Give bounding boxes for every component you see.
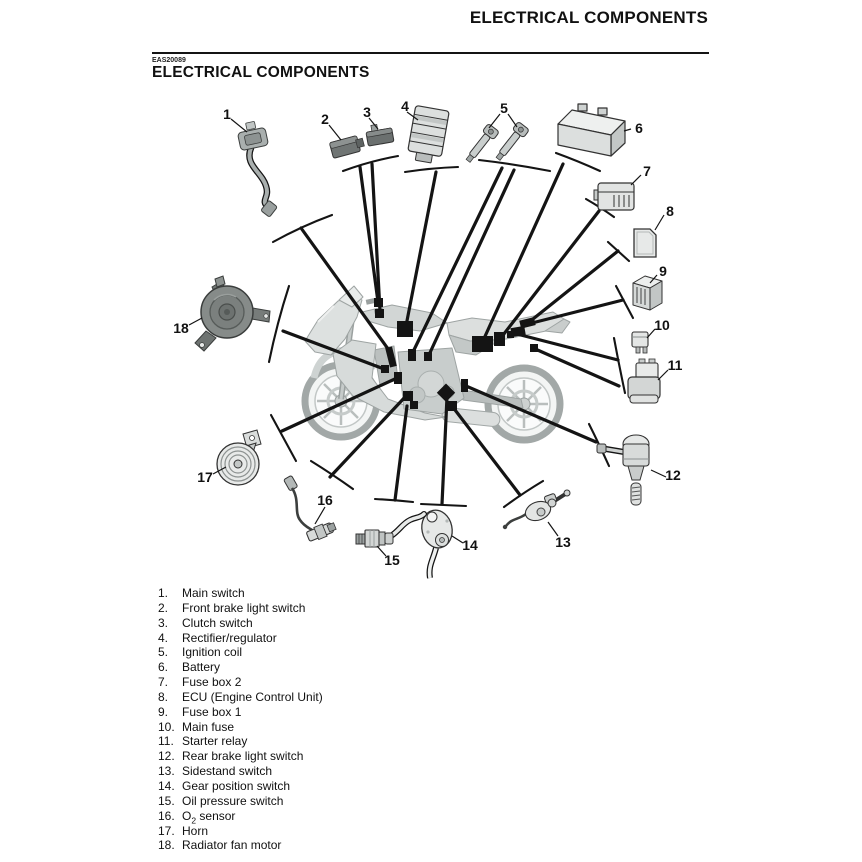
legend-item-number: 3. <box>158 615 169 630</box>
location-marker-5b <box>424 352 432 361</box>
legend-item-15 <box>158 794 578 809</box>
o2-sensor-icon <box>284 475 338 543</box>
callout-3: 3 <box>363 104 371 120</box>
legend-item-13 <box>158 764 578 779</box>
legend-item-12 <box>158 749 578 764</box>
callout-connector-8 <box>655 215 664 230</box>
legend-item-label: Ignition coil <box>182 645 243 660</box>
o2-sub: 2 <box>191 815 197 826</box>
location-marker-2 <box>374 298 383 307</box>
callout-14: 14 <box>462 537 478 553</box>
legend-item-number: 6. <box>158 660 169 675</box>
callout-connector-2 <box>329 125 341 140</box>
oil-pressure-switch-icon <box>356 514 424 547</box>
legend-item-4 <box>158 631 578 646</box>
callout-17: 17 <box>197 469 213 485</box>
legend-item-label: Oil pressure switch <box>182 793 284 808</box>
legend-item-16 <box>158 809 578 824</box>
callout-6: 6 <box>635 120 643 136</box>
ecu-icon <box>634 229 656 257</box>
location-marker-4 <box>397 321 413 337</box>
location-marker-12 <box>461 379 468 392</box>
legend-item-label: Rear brake light switch <box>182 749 304 764</box>
legend-item-label: Radiator fan motor <box>182 838 282 853</box>
callout-13: 13 <box>555 534 571 550</box>
callout-connector-1 <box>231 119 247 132</box>
legend-item-number: 14. <box>158 778 175 793</box>
rear-brake-light-switch-icon <box>597 435 649 505</box>
callout-connector-5b <box>508 114 517 127</box>
legend-item-11 <box>158 734 578 749</box>
callout-11: 11 <box>667 357 683 373</box>
legend-item-1 <box>158 586 578 601</box>
legend-item-number: 11. <box>158 734 174 749</box>
legend-item-2 <box>158 601 578 616</box>
platform-4 <box>405 167 458 172</box>
section-code: EAS20089 <box>152 57 186 64</box>
location-marker-16 <box>403 391 413 401</box>
legend-item-18 <box>158 838 578 853</box>
callout-10: 10 <box>654 317 670 333</box>
fuse-box-2-icon <box>594 183 634 210</box>
location-marker-7 <box>494 332 505 346</box>
legend-item-label: Gear position switch <box>182 778 291 793</box>
callout-16: 16 <box>317 492 333 508</box>
callout-15: 15 <box>384 552 400 568</box>
legend-item-number: 12. <box>158 749 175 764</box>
legend-item-5 <box>158 645 578 660</box>
legend-item-9 <box>158 705 578 720</box>
callout-12: 12 <box>665 467 681 483</box>
callout-9: 9 <box>659 263 667 279</box>
callout-18: 18 <box>173 320 189 336</box>
platform-17 <box>271 415 296 461</box>
legend-item-number: 9. <box>158 704 169 719</box>
fuse-box-1-icon <box>633 276 662 310</box>
main-fuse-icon <box>632 332 648 353</box>
legend-item-number: 7. <box>158 675 169 690</box>
legend-item-14 <box>158 779 578 794</box>
sidestand-switch-icon <box>503 490 570 529</box>
starter-relay-icon <box>628 359 660 403</box>
legend-item-label <box>182 809 235 824</box>
legend-item-number: 4. <box>158 630 169 645</box>
callout-7: 7 <box>643 163 651 179</box>
o2-post: sensor <box>196 808 236 823</box>
horn-icon <box>217 430 261 485</box>
leader-line-10 <box>513 333 618 360</box>
location-marker-10 <box>507 331 514 338</box>
legend-item-label: Battery <box>182 660 221 675</box>
legend-item-3 <box>158 616 578 631</box>
legend-item-label: Starter relay <box>182 734 248 749</box>
location-marker-3 <box>375 309 384 318</box>
legend-item-label: ECU (Engine Control Unit) <box>182 689 323 704</box>
legend-item-number: 2. <box>158 600 169 615</box>
location-marker-5a <box>408 349 416 361</box>
callout-2: 2 <box>321 111 329 127</box>
callout-connector-5a <box>489 114 500 128</box>
location-marker-11 <box>530 344 538 352</box>
legend-item-label: Sidestand switch <box>182 764 273 779</box>
location-marker-6 <box>472 336 493 352</box>
legend-item-label: Horn <box>182 823 209 838</box>
legend-item-label: Main switch <box>182 586 245 600</box>
platform-14 <box>421 504 466 506</box>
callout-8: 8 <box>666 203 674 219</box>
legend-item-6 <box>158 660 578 675</box>
legend-list <box>158 586 578 853</box>
location-marker-17 <box>394 372 402 384</box>
main-switch-icon <box>236 119 278 217</box>
legend-item-7 <box>158 675 578 690</box>
leader-line-15 <box>395 406 407 500</box>
legend-item-number: 5. <box>158 645 169 660</box>
platform-16 <box>311 461 353 489</box>
legend-item-number: 8. <box>158 689 169 704</box>
platform-15 <box>375 499 413 502</box>
platform-18 <box>269 286 289 362</box>
legend-item-17 <box>158 824 578 839</box>
legend-item-label: Fuse box 2 <box>182 675 242 690</box>
legend-item-number: 17. <box>158 823 175 838</box>
legend-item-number: 15. <box>158 793 175 808</box>
legend-item-10 <box>158 720 578 735</box>
callout-connector-12 <box>651 470 666 477</box>
legend-item-number: 1. <box>158 586 169 600</box>
legend-item-number: 10. <box>158 719 175 734</box>
callout-5: 5 <box>500 100 508 116</box>
callout-1: 1 <box>223 106 231 122</box>
motorcycle-illustration <box>305 286 570 440</box>
legend-item-label: Front brake light switch <box>182 600 306 615</box>
callout-4: 4 <box>401 98 409 114</box>
legend-item-number: 16. <box>158 808 175 823</box>
legend-item-number: 13. <box>158 764 175 779</box>
callout-connector-7 <box>631 175 641 185</box>
o2-pre: O <box>182 808 192 823</box>
rectifier-regulator-icon <box>406 105 449 164</box>
front-brake-light-switch-icon <box>329 134 365 158</box>
callout-connector-16 <box>315 507 325 524</box>
legend-item-label: Fuse box 1 <box>182 704 242 719</box>
location-marker-18 <box>381 365 389 373</box>
radiator-fan-motor-icon <box>195 276 270 351</box>
legend-item-label: Rectifier/regulator <box>182 630 277 645</box>
legend-item-8 <box>158 690 578 705</box>
callout-connector-11 <box>658 370 668 380</box>
clutch-switch-icon <box>365 122 394 146</box>
gear-position-switch-icon <box>418 507 455 578</box>
legend-item-number: 18. <box>158 838 175 853</box>
legend-item-label: Clutch switch <box>182 615 253 630</box>
page-header-title: ELECTRICAL COMPONENTS <box>469 8 708 27</box>
ignition-coil-icon <box>463 121 530 165</box>
battery-icon <box>558 104 625 156</box>
location-marker-15 <box>410 401 418 409</box>
location-marker-13 <box>447 401 457 411</box>
callout-connector-18 <box>189 318 202 325</box>
section-title: ELECTRICAL COMPONENTS <box>152 64 370 81</box>
legend-item-label: Main fuse <box>182 719 235 734</box>
leader-line-4 <box>405 172 436 331</box>
